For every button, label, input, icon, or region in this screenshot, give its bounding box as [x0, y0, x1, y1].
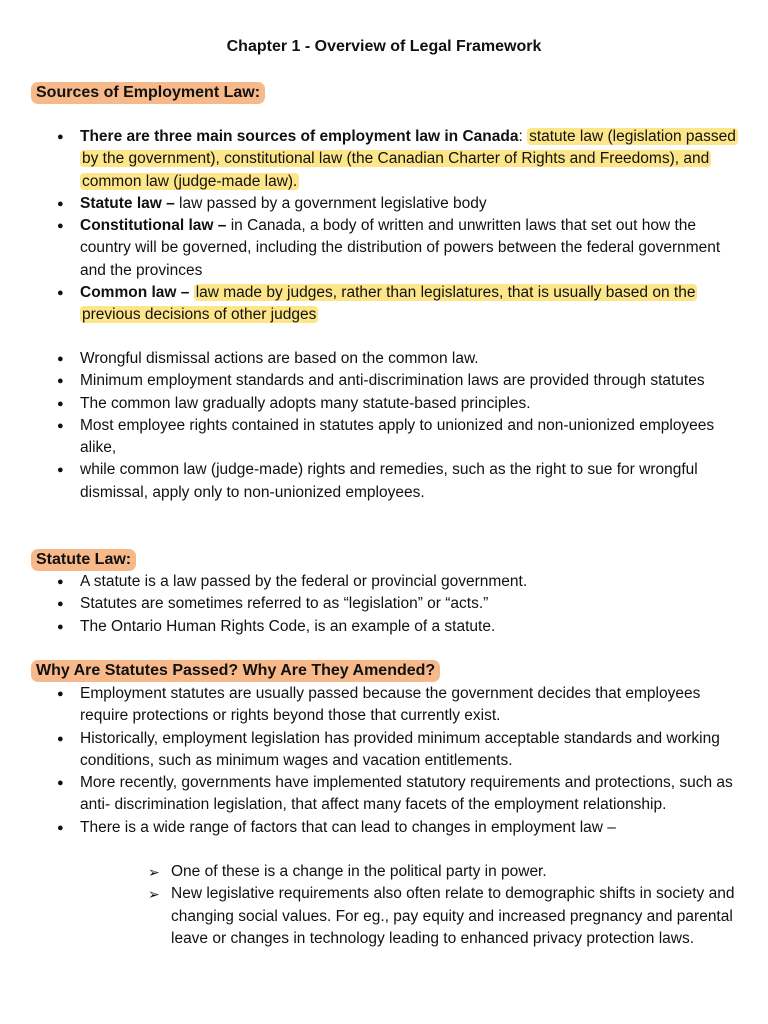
factors-sub-list [0, 861, 768, 950]
list-item: ● A statute is a law passed by the federal or provincial government. [0, 571, 768, 593]
heading-statute-law: Statute Law: [31, 549, 136, 571]
sub-list-item: ➢ New legislative requirements also often relate to demographic shifts in society and changing social values. For eg., pay equity and increased pregnancy and parental leave or changes in technology leading to enhanced privacy protection laws. [0, 883, 768, 950]
highlighted-text: law made by judges, rather than legislatures, that is usually based on the previous decisions of other judges [82, 284, 696, 324]
highlighted-text: statute law (legislation passed by the government), constitutional law (the Canadian Charter of Rights and Freedoms), and common law (judge-made law). [82, 128, 736, 190]
list-item: ● Historically, employment legislation has provided minimum acceptable standards and working conditions, such as minimum wages and vacation entitlements. [0, 728, 768, 773]
list-item [0, 193, 768, 215]
list-item: ● Statutes are sometimes referred to as “legislation” or “acts.” [0, 593, 768, 615]
bold-text: There are three main sources of employment law in Canada [80, 128, 519, 145]
why-statutes-bullet-list [0, 683, 768, 839]
sub-list-item: ➢ One of these is a change in the political party in power. [0, 861, 768, 883]
list-item: ● Most employee rights contained in statutes apply to unionized and non-unionized employees alike, [0, 415, 768, 460]
list-item: ● The common law gradually adopts many statute-based principles. [0, 393, 768, 415]
list-item: ● There is a wide range of factors that can lead to changes in employment law – [0, 817, 768, 839]
page-title: Chapter 1 - Overview of Legal Framework [226, 38, 542, 55]
heading-sources-of-employment-law: Sources of Employment Law: [31, 82, 265, 104]
item-text: law passed by a government legislative body [174, 194, 487, 212]
sources-bullet-list [0, 126, 768, 327]
list-item: ● Minimum employment standards and anti-discrimination laws are provided through statutes [0, 370, 768, 392]
bold-text: Common law – [80, 284, 190, 302]
common-law-bullet-list [0, 348, 768, 504]
heading-why-statutes-passed: Why Are Statutes Passed? Why Are They Amended? [31, 660, 440, 682]
list-item: ● More recently, governments have implemented statutory requirements and protections, such as anti- discrimination legislation, that affect many facets of the employment relationship. [0, 772, 768, 817]
list-item: ● The Ontario Human Rights Code, is an example of a statute. [0, 616, 768, 638]
bold-text: Statute law – [80, 194, 175, 212]
list-item [0, 215, 768, 282]
bold-text: Constitutional law – [80, 217, 227, 235]
list-item [0, 126, 768, 193]
list-item: ● Wrongful dismissal actions are based on the common law. [0, 348, 768, 370]
list-item: ● while common law (judge-made) rights and remedies, such as the right to sue for wrongful dismissal, apply only to non-unionized employees. [0, 459, 768, 504]
item-text: in Canada, a body of written and unwritten laws that set out how the country will be governed, including the distribution of powers between the federal government and the provinces [80, 217, 721, 279]
statute-bullet-list [0, 571, 768, 638]
list-item: ● Employment statutes are usually passed because the government decides that employees require protections or rights beyond those that currently exist. [0, 683, 768, 728]
colon-text: : [518, 128, 523, 145]
list-item [0, 282, 768, 327]
